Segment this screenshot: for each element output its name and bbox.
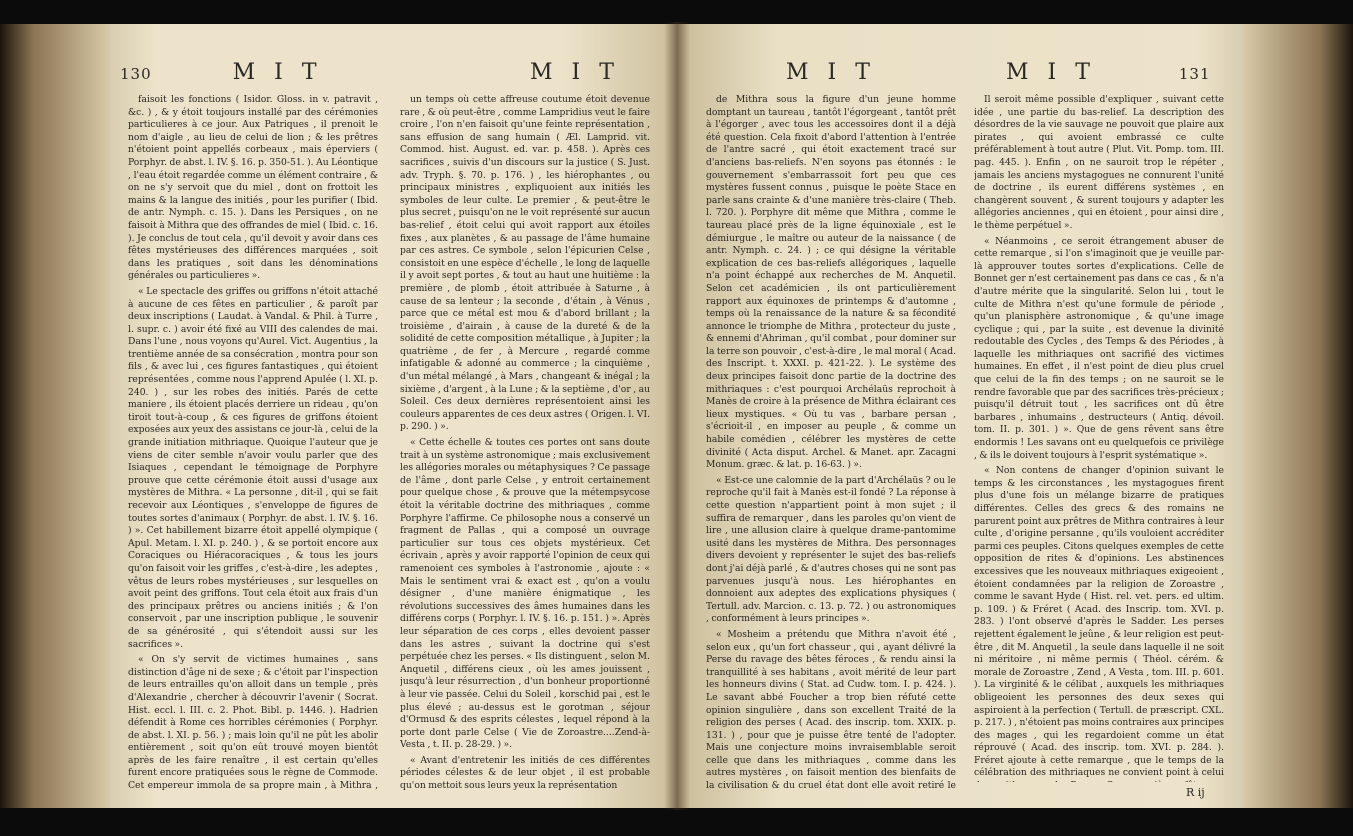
paragraph: « Néanmoins , ce seroit étrangement abuser de cette remarque , si l'on s'imaginoit que je veuille par-là approuver toutes sortes d'explications. Celle de Bonnet ger n'est certainement pas dans ce cas , & n'a d'autre mérite que la singularité. Selon lui , tout le culte de Mithra n'est qu'une formule de période , qu'un planisphère astronomique , & qu'une image cyclique ; qui , par la suite , est devenue la divinité redoutable des Cycles , des Temps & des Périodes , à laquelle les mithriaques ont sacrifié des victimes humaines. En effet , il n'est point de dieu plus cruel que celui de la fin des temps ; on ne sauroit se le rendre favorable que par des sacrifices très-précieux ; puisqu'il détruit tout , les sacrifices ont dû être barbares , inhumains , destructeurs ( Antiq. dévoil. tom. II. p. 301. ) ». Que de gens rêvent sans être endormis ! Les savans ont eu quelquefois ce privilège , & ils le doivent toujours à l'esprit systématique ». [974,235,1224,461]
right-page [676,24,1243,808]
paragraph: « Est-ce une calomnie de la part d'Archélaüs ? ou le reproche qu'il fait à Manès est-il fondé ? La réponse à cette question n'appartient point à mon sujet ; il suffira de remarquer , dans les paroles qu'on vient de lire , une allusion claire à quelque drame-pantomime usité dans les mystères de Mithra. Des personnages divers devoient y représenter le sujet des bas-reliefs dont j'ai déjà parlé , & d'autres choses qui ne sont pas parvenues jusqu'à nous. Les hiérophantes en donnoient aux adeptes des explications physiques ( Tertull. adv. Marcion. c. 13. p. 72. ) ou astronomiques , conformément à leurs principes ». [706,474,956,625]
paragraph: faisoit les fonctions ( Isidor. Gloss. in v. patravit , &c. ) , & y étoit toujours installé par des cérémonies particulieres à ce jour. Aux Patriques , il prenoit le nom d'aigle , au lieu de celui de lion ; & les prêtres n'étoient point appellés corbeaux , mais éperviers ( Porphyr. de abst. l. IV. §. 16. p. 350-51. ). Au Léontique , l'eau étoit regardée comme un élément contraire , & on ne s'y servoit que du miel , dont on frottoit les mains & la langue des initiés , pour les purifier ( Ibid. de antr. Nymph. c. 15. ). Dans les Persiques , on ne faisoit à Mithra que des offrandes de miel ( Ibid. c. 16. ). Je conclus de tout cela , qu'il devoit y avoir dans ces fêtes mystérieuses des différences marquées , soit dans les pratiques , soit dans les dénominations générales ou particulieres ». [128,94,378,282]
right-running-head: M I T [786,60,876,85]
left-page-number-header [120,60,323,90]
left-column-2 [400,94,650,794]
left-page [110,24,676,808]
right-column-1 [706,94,956,794]
paragraph: « Avant d'entretenir les initiés de ces différentes périodes célestes & de leur objet , il est probable qu'on mettoit sous leurs yeux la représentation [400,754,650,792]
paragraph: un temps où cette affreuse coutume étoit devenue rare , & où peut-être , comme Lampridius veut le faire croire , l'on n'en faisoit qu'une feinte représentation , sans effusion de sang humain ( Æl. Lamprid. vit. Commod. hist. August. ed. var. p. 458. ). Après ces sacrifices , suivis d'un discours sur la justice ( S. Just. adv. Tryph. §. 70. p. 176. ) , les hiérophantes , ou principaux ministres , expliquoient aux initiés les symboles de leur culte. Le premier , & peut-être le plus secret , puisqu'on ne le voit représenté sur aucun bas-relief , étoit celui qui avoit rapport aux étoiles fixes , aux planètes , & au passage de l'âme humaine par ces astres. Ce symbole , selon l'épicurien Celse , consistoit en une espèce d'échelle , le long de laquelle il y avoit sept portes , & tout au haut une huitième : la première , de plomb , étoit attribuée à Saturne , à cause de sa lenteur ; la seconde , d'étain , à Vénus , parce que ce métal est mou & d'abord brillant ; la troisième , d'airain , à cause de la dureté & de la solidité de cette composition métallique , à Jupiter ; la quatrième , de fer , à Mercure , regardé comme infatigable & adonné au commerce ; la cinquième , d'un métal mélangé , à Mars , changeant & inégal ; la sixième , d'argent , à la Lune ; & la septième , d'or , au Soleil. Ces deux dernières représentoient ainsi les couleurs apparentes de ces deux astres ( Origen. l. VI. p. 290. ) ». [400,94,650,433]
paragraph: « Le spectacle des griffes ou griffons n'étoit attaché à aucune de ces fêtes en particulier , & paroît par deux inscriptions ( Laudat. à Vandal. & Phil. à Turre , l. supr. c. ) avoir été fixé au VIII des calendes de mai. Dans l'une , nous voyons qu'Aurel. Vict. Augentius , la trentième année de sa consécration , montra pour son fils , & avec lui , ces figures fantastiques , qui étoient représentées , comme nous l'apprend Apulée ( l. XI. p. 240. ) , sur les robes des initiés. Parés de cette maniere , ils étoient placés derriere un rideau , qu'on tiroit tout-à-coup , & ces figures de griffons étoient exposées aux yeux des assistans ce jour-là , celui de la grande initiation mithriaque. Quoique l'auteur que je viens de citer semble n'avoir voulu parler que des Isiaques , cependant le témoignage de Porphyre prouve que cette cérémonie étoit aussi d'usage aux mystères de Mithra. « La personne , dit-il , qui se fait recevoir aux Léontiques , s'enveloppe de figures de toutes sortes d'animaux ( Porphyr. de abst. l. IV. §. 16. ) ». Cet habillement bizarre étoit appellé olympique ( Apul. Metam. l. XI. p. 240. ) , & se portoit encore aux Coraciques ou Hiéracoraciques , & tous les jours qu'on faisoit voir les griffes , c'est-à-dire , les adeptes , vêtus de leurs robes mystérieuses , sur lesquelles on avoit peint des griffons. Tout cela étoit aux frais d'un des principaux prêtres ou anciens initiés ; & l'on conservoit , par une inscription publique , le souvenir de sa générosité , qui s'étendoit aussi sur les sacrifices ». [128,285,378,650]
paragraph: « Cette échelle & toutes ces portes ont sans doute trait à un système astronomique ; mais exclusivement les allégories morales ou métaphysiques ? Ce passage de l'âme , dont parle Celse , y entroit certainement pour quelque chose , & prouve que la métempsycose étoit la véritable doctrine des mithriaques , comme Porphyre l'affirme. Ce philosophe nous a conservé un fragment de Pallas , qui a composé un ouvrage particulier sur tous ces objets mystérieux. Cet écrivain , après y avoir rapporté l'opinion de ceux qui ramenoient ces symboles à l'astronomie , ajoute : « Mais le sentiment vrai & exact est , qu'on a voulu désigner , d'une manière énigmatique , les révolutions successives des âmes humaines dans les différens corps ( Porphyr. l. IV. §. 16. p. 151. ) ». Après leur séparation de ces corps , elles devoient passer dans les astres , suivant la doctrine qui s'est perpétuée chez les perses. « Ils distinguent , selon M. Anquetil , différens cieux , où les ames jouissent , jusqu'à leur résurrection , d'un bonheur proportionné à leur vie passée. Celui du Soleil , korschid pai , est le plus élevé ; au-dessus est le gorotman , séjour d'Ormusd & des esprits célestes , lequel répond à la porte dont parle Celse ( Vie de Zoroastre....Zend-à-Vesta , t. II. p. 28-29. ) ». [400,437,650,751]
paragraph: « On s'y servit de victimes humaines , sans distinction d'âge ni de sexe ; & c'étoit par l'inspection de leurs entrailles qu'on alloit dans un temple , près d'Alexandrie , chercher à découvrir l'avenir ( Socrat. Hist. eccl. l. III. c. 2. Phot. Bibl. p. 1446. ). Hadrien défendit à Rome ces horribles cérémonies ( Porphyr. de abst. l. XI. p. 56. ) ; mais loin qu'il ne pût les abolir entièrement , soit qu'on eût trouvé moyen bientôt après de les faire renaître , il est certain qu'elles furent encore pratiquées sous le règne de Commode. Cet empereur immola de sa propre main , à Mithra , [128,654,378,792]
right-page-number-header [1006,60,1211,90]
paragraph: « Non contens de changer d'opinion suivant le temps & les circonstances , les mystagogues firent plus d'une fois un mélange bizarre de pratiques différentes. Celles des grecs & des romains ne parurent point aux prêtres de Mithra contraires à leur culte , d'origine persanne , qu'ils vouloient accréditer parmi ces peuples. Citons quelques exemples de cette opposition de rites & d'opinions. Les abstinences excessives que les nouveaux mithriaques exigeoient , étoient condamnées par la religion de Zoroastre , comme le savant Hyde ( Hist. rel. vet. pers. ed ultim. p. 109. ) & Fréret ( Acad. des Inscrip. tom. XVI. p. 283. ) l'ont observé d'après le Sadder. Les perses rejettent également le jeûne , & leur religion est peut-être , dit M. Anquetil , la seule dans laquelle il ne soit ni méritoire , ni même permis ( Théol. cérém. & morale de Zoroastre , Zend , A Vesta , tom. III. p. 601. ). La virginité & le célibat , auxquels les mithriaques obligeoient les personnes des deux sexes qui aspiroient à la perfection ( Tertull. de præscript. CXL. p. 217. ) , n'étoient pas moins contraires aux principes des mages , qui les regardoient comme un état réprouvé ( Acad. des inscrip. tom. XVI. p. 284. ). Fréret ajoute à cette remarque , que le temps de la célébration des mithriaques ne convient point à celui [974,465,1224,779]
left-page-number: 130 [120,65,152,83]
paragraph: « Mosheim a prétendu que Mithra n'avoit été , selon eux , qu'un fort chasseur , qui , ayant délivré la Perse du ravage des bêtes féroces , & rendu ainsi la tranquillité à ses habitans , avoit mérité de leur part les honneurs divins ( Stat. ad Cudw. tom. I. p. 424. ). Le savant abbé Foucher a trop bien réfuté cette opinion singulière , dans son excellent Traité de la religion des perses ( Acad. des inscrip. tom. XXIX. p. 131. ) , pour que je puisse être tenté de l'adopter. Mais une conjecture moins invraisemblable seroit celle que dans les mithriaques , comme dans les autres mystères , on faisoit mention des bienfaits de la civilisation & du cruel état dont elle avoit retiré le [706,628,956,792]
left-running-head: M I T [232,60,323,85]
left-column-1 [128,94,378,794]
right-column-2 [974,94,1224,782]
left-page-edges [0,24,110,808]
paragraph: de Mithra sous la figure d'un jeune homme domptant un taureau , tantôt l'égorgeant , tantôt prêt à l'égorger , avec tous les accessoires dont il a déjà été question. Cela fixoit d'abord l'attention à l'entrée de l'antre sacré , qui étoit exactement tracé sur d'anciens bas-reliefs. N'en soyons pas étonnés : le gouvernement s'embarrassoit fort peu que ces mystères fussent connus , puisque le poète Stace en parle sans crainte & d'une manière très-claire ( Theb. l. 720. ). Porphyre dit même que Mithra , comme le taureau placé près de la ligne équinoxiale , est le démiurgue , le maître ou auteur de la naissance ( de antr. Nymph. c. 24. ) ; ce qui désigne la véritable explication de ces bas-reliefs allégoriques , laquelle n'a point échappé aux recherches de M. Anquetil. Selon cet académicien , ils ont particulièrement rapport aux équinoxes de printemps & d'automne , temps où la renaissance de la nature & sa fécondité annonce le triomphe de Mithra , protecteur du juste , & ennemi d'Ahriman , qu'il combat , pour dominer sur la terre son pouvoir , c'est-à-dire , le mal moral ( Acad. des Inscript. t. XXXI. p. 421-22. ). Le système des deux principes faisoit donc partie de la doctrine des mithriaques : c'est pourquoi Archélaüs reprochoit à Manès de croire à la présence de Mithra éclairant ces lieux mystiques. « Où tu vas , barbare persan , s'écrioit-il , en imposer au peuple , & comme un habile comédien , célébrer les mystères de cette divinité ( Acta disput. Archel. & Manet. apr. Zacagni Monum. græc. & lat. p. 16-63. ) ». [706,94,956,471]
right-page-edges [1243,24,1353,808]
left-running-head-2: M I T [530,60,620,85]
book-gutter [664,22,690,810]
signature-mark: R ij [1186,786,1205,799]
right-running-head-2: M I T [1006,60,1096,85]
paragraph: Il seroit même possible d'expliquer , suivant cette idée , une partie du bas-relief. La description des désordres de la vie sauvage ne pouvoit que plaire aux pirates , qui avoient embrassé ce culte préférablement à tout autre ( Plut. Vit. Pomp. tom. III. pag. 445. ). Enfin , on ne sauroit trop le répéter , jamais les anciens mystagogues ne connurent l'unité de doctrine , ils eurent différens systèmes , en changèrent souvent , & surent toujours y adapter les allégories anciennes , qui en étoient , pour ainsi dire , le thème perpétuel ». [974,94,1224,231]
right-page-number: 131 [1178,65,1211,83]
